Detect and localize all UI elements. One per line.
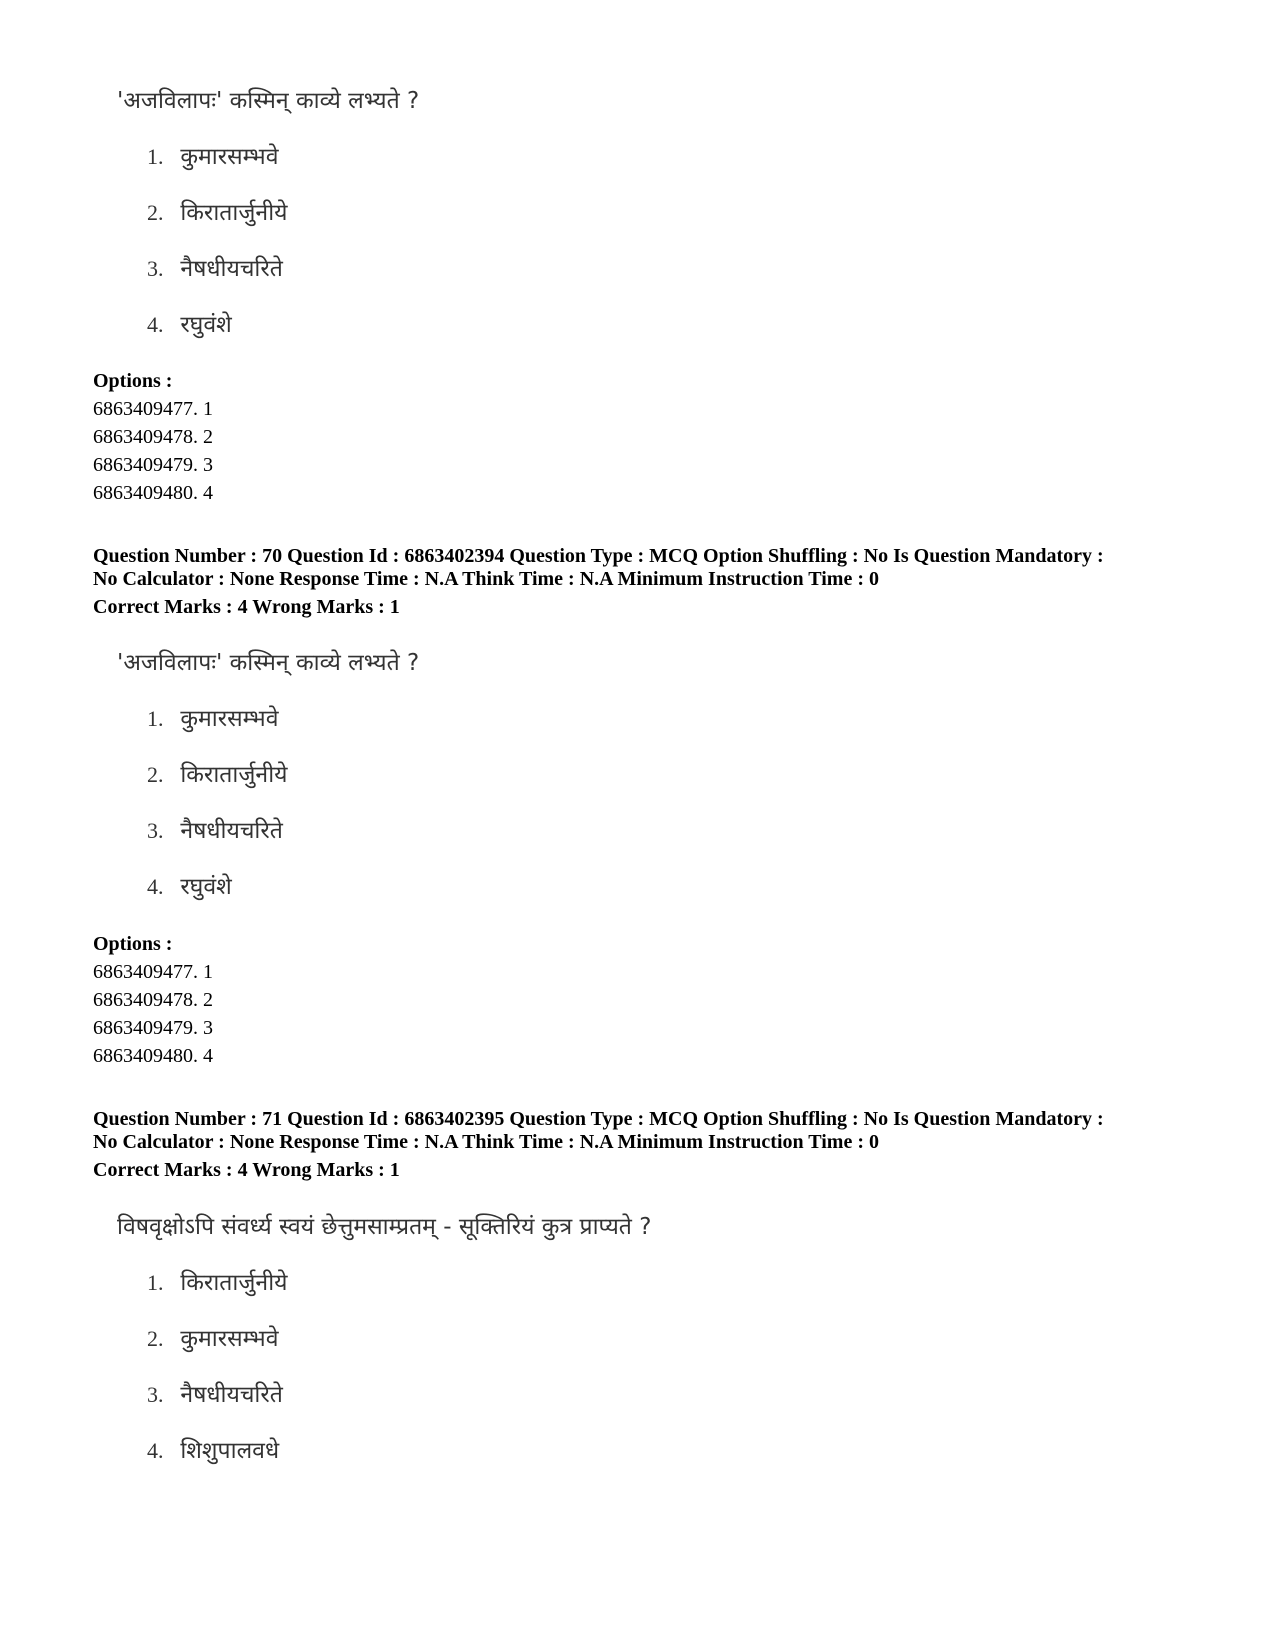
option-id-2: 6863409478. 2 (93, 989, 213, 1011)
option-id-1: 6863409477. 1 (93, 961, 213, 983)
option-id-4: 6863409480. 4 (93, 1045, 213, 1067)
question-meta-line1: Question Number : 70 Question Id : 6863402394 Question Type : MCQ Option Shuffling : No Is Question Mandatory : (93, 545, 1104, 567)
options-label: Options : (93, 370, 173, 392)
choice-2: 2. कुमारसम्भवे (147, 1326, 279, 1352)
choice-2: 2. किरातार्जुनीये (147, 200, 288, 226)
question-text: 'अजविलापः' कस्मिन् काव्ये लभ्यते ? (117, 650, 420, 676)
option-id-2: 6863409478. 2 (93, 426, 213, 448)
question-meta-line2: No Calculator : None Response Time : N.A Think Time : N.A Minimum Instruction Time : 0 (93, 568, 879, 590)
choice-4: 4. शिशुपालवधे (147, 1438, 280, 1464)
option-id-1: 6863409477. 1 (93, 398, 213, 420)
option-id-4: 6863409480. 4 (93, 482, 213, 504)
choice-3: 3. नैषधीयचरिते (147, 256, 283, 282)
question-meta-line2: No Calculator : None Response Time : N.A Think Time : N.A Minimum Instruction Time : 0 (93, 1131, 879, 1153)
choice-1: 1. कुमारसम्भवे (147, 144, 279, 170)
question-marks: Correct Marks : 4 Wrong Marks : 1 (93, 596, 400, 618)
choice-2: 2. किरातार्जुनीये (147, 762, 288, 788)
question-text: 'अजविलापः' कस्मिन् काव्ये लभ्यते ? (117, 88, 420, 114)
choice-1: 1. कुमारसम्भवे (147, 706, 279, 732)
choice-1: 1. किरातार्जुनीये (147, 1270, 288, 1296)
question-text: विषवृक्षोऽपि संवर्ध्य स्वयं छेत्तुमसाम्प्रतम् - सूक्तिरियं कुत्र प्राप्यते ? (117, 1214, 652, 1240)
question-marks: Correct Marks : 4 Wrong Marks : 1 (93, 1159, 400, 1181)
choice-4: 4. रघुवंशे (147, 874, 232, 900)
choice-4: 4. रघुवंशे (147, 312, 232, 338)
options-label: Options : (93, 933, 173, 955)
question-meta-line1: Question Number : 71 Question Id : 6863402395 Question Type : MCQ Option Shuffling : No Is Question Mandatory : (93, 1108, 1104, 1130)
option-id-3: 6863409479. 3 (93, 454, 213, 476)
choice-3: 3. नैषधीयचरिते (147, 818, 283, 844)
option-id-3: 6863409479. 3 (93, 1017, 213, 1039)
choice-3: 3. नैषधीयचरिते (147, 1382, 283, 1408)
